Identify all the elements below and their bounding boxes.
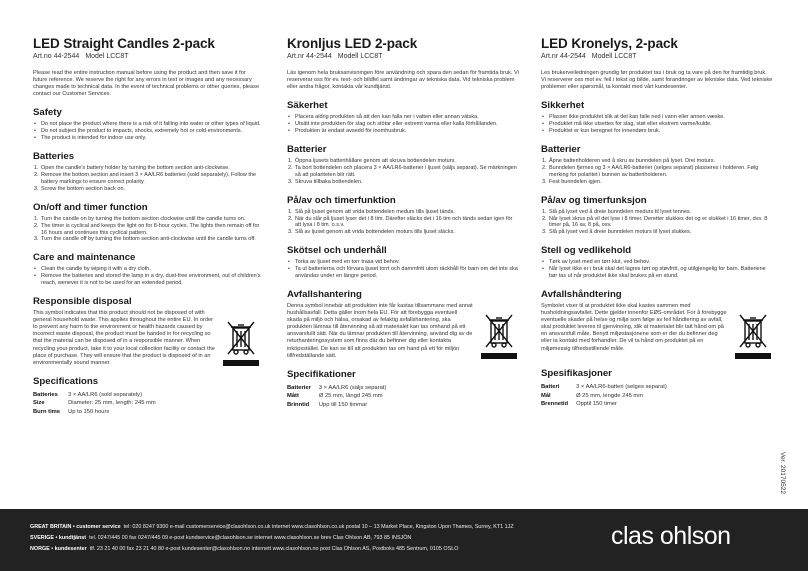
list-item: • Ta ut batterierna och förvara ljuset torrt och dammfritt utom räckhåll för barn om det inte ska användas under en längre period. bbox=[287, 266, 519, 280]
safety-heading: Safety bbox=[33, 107, 62, 119]
safety-heading: Säkerhet bbox=[287, 100, 328, 112]
article-info bbox=[541, 53, 773, 60]
list-item: 2. The timer is cyclical and keeps the light on for 8-hour cycles. The lights then remain off for 16 hours and continues this cyclical pattern. bbox=[34, 222, 260, 236]
list-item: 3. Turn the candle off by turning the bottom section anti-clockwise until the candle turns off. bbox=[34, 236, 256, 243]
list-item: 2. När du slår på ljuset lyser det i 8 tim. Därefter släcks det i 16 tim och tänds sedan igen för att lysa i 8 tim. o.s.v. bbox=[288, 215, 513, 229]
model-number: Model LCC8T bbox=[85, 53, 129, 60]
spec-table bbox=[541, 383, 667, 409]
disposal-section bbox=[287, 303, 519, 360]
list-item: • The product is intended for indoor use only. bbox=[33, 135, 261, 142]
care-heading: Stell og vedlikehold bbox=[541, 245, 632, 257]
model-number: Modell LCC8T bbox=[591, 53, 637, 60]
list-item: • Utsätt inte produkten för slag och stötar eller extremt varma eller kalla förhållanden. bbox=[287, 121, 519, 128]
batteries-heading: Batteries bbox=[33, 151, 75, 163]
list-item: 2. Bunndelen fjernes og 3 × AA/LR6-batterier (selges separat) plasseres i holderen. Følg merking for polaritet i bunnen av batteriholderen. bbox=[542, 164, 759, 178]
column-swedish bbox=[287, 36, 519, 410]
safety-list bbox=[33, 121, 261, 142]
batteries-list bbox=[33, 165, 261, 193]
list-item: 1. Open the candle's battery holder by turning the bottom section anti-clockwise. bbox=[34, 165, 230, 172]
list-item: • Når lyset ikke er i bruk skal det lagres tørt og støvfritt, og utilgjengelig for barn. Batteriene bør tas ut når produktet ikke skal brukes på en stund. bbox=[541, 266, 773, 280]
care-heading: Skötsel och underhåll bbox=[287, 245, 387, 257]
article-number: Art.nr 44-2544 bbox=[287, 53, 332, 60]
list-item: • Do not place the product where there is a risk of it falling into water or other types of liquid. bbox=[33, 121, 261, 128]
list-item: • Clean the candle by wiping it with a dry cloth. bbox=[33, 266, 261, 273]
list-item: 3. Slå på lyset ved å dreie bunndelen moturs til lyset slukkes. bbox=[542, 229, 692, 236]
batteries-heading: Batterier bbox=[287, 144, 327, 155]
weee-bin-icon bbox=[733, 313, 773, 359]
disposal-text: This symbol indicates that this product should not be disposed of with general household waste. This applies throughout the entire EU. In order to prevent any harm to the environment or health hazards caused by incorrect waste disposal, the product must be handed in for recycling so that the material can be disposed of in a responsible manner. When recycling your product, take it to your local collection facility or contact the place of purchase. They will ensure that the product is disposed of in an environmentally sound manner. bbox=[33, 310, 215, 366]
timer-list bbox=[287, 209, 519, 237]
table-row: Batteri 3 × AA/LR6-batteri (selges separat) bbox=[541, 383, 667, 390]
safety-list bbox=[287, 114, 519, 135]
table-row: Batteries 3 × AA/LR6 (sold separately) bbox=[33, 391, 143, 398]
table-row: Batterier 3 × AA/LR6 (säljs separat) bbox=[287, 384, 387, 391]
spec-heading: Specifications bbox=[33, 375, 99, 387]
spec-heading: Specifikationer bbox=[287, 368, 356, 380]
article-number: Art.no 44-2544 bbox=[33, 53, 80, 60]
spec-heading: Spesifikasjoner bbox=[541, 367, 612, 379]
footer-row-se: SVERIGE • kundtjänst tel. 0247/445 00 fax 0247/445 09 e-post kundservice@clasohlson.se internet www.clasohlson.se brev Clas Ohlson AB, 793 85 INSJÖN bbox=[30, 535, 412, 541]
column-norwegian bbox=[541, 36, 773, 409]
disposal-section bbox=[541, 303, 773, 359]
footer-row-no: NORGE • kundesenter tlf. 23 21 40 00 fax 23 21 40 80 e-post kundesenter@clasohlson.no internett www.clasohlson.no post Clas Ohlson AS, Postboks 485 Sentrum, 0105 OSLO bbox=[30, 546, 459, 552]
list-item: • Tørk av lyset med en tørr klut, ved behov. bbox=[541, 259, 773, 266]
list-item: • Produkten är endast avsedd för inomhusbruk. bbox=[287, 128, 519, 135]
article-number: Art.nr 44-2544 bbox=[541, 53, 586, 60]
batteries-heading: Batterier bbox=[541, 144, 581, 155]
spec-table bbox=[33, 391, 156, 417]
disposal-text: Denna symbol innebär att produkten inte får kastas tillsammans med annat hushållsavfall. Detta gäller inom hela EU. För att förebygga eventuell skada på miljö och hälsa, orsakad av felaktig avfallshantering, ska produkten lämnas till återvinning så att materialet kan tas omhand på ett ansvarsfullt sätt. När du lämnar produkten till återvinning, använd dig av de returhanteringssystem som finns där du befinner dig eller kontakta inköpsstället. De kan se till att produkten tas om hand på ett för miljön tillfredställande sätt. bbox=[287, 302, 473, 359]
footer bbox=[0, 509, 808, 571]
disposal-heading: Responsible disposal bbox=[33, 296, 132, 308]
intro-text: Please read the entire instruction manual before using the product and then save it for future reference. We reserve the right for any errors in text or images and any necessary changes made to technical data. In the event of technical problems or other queries, please contact our Customer Services. bbox=[33, 70, 260, 98]
disposal-heading: Avfallshantering bbox=[287, 288, 362, 300]
disposal-heading: Avfallshåndtering bbox=[541, 288, 622, 300]
care-list bbox=[287, 259, 519, 280]
list-item: • Remove the batteries and stored the lamp in a dry, dust-free environment, out of children's reach, wenever it is not to be used for an extended period. bbox=[33, 273, 261, 287]
timer-list bbox=[541, 209, 773, 237]
table-row: Mål Ø 25 mm, lengde 245 mm bbox=[541, 392, 644, 399]
timer-heading: På/av och timerfunktion bbox=[287, 194, 396, 206]
page-title: LED Straight Candles 2-pack bbox=[33, 36, 215, 51]
list-item: 3. Screw the bottom section back on. bbox=[34, 185, 126, 192]
table-row: Brenneti‌d Opptil 150 timer bbox=[541, 401, 617, 408]
page-title: Kronljus LED 2-pack bbox=[287, 36, 418, 51]
table-row: Mått Ø 25 mm, längd 245 mm bbox=[287, 393, 383, 400]
disposal-text: Symbolet viser til at produktet ikke skal kastes sammen med husholdningsavfallet. Dette gjelder innenfor EØS-området. For å forebygge eventuelle skader på helse og miljø som følge av feil håndtering av avfall, skal produktet leveres til gjenvinning, slik at materialet blir tatt hånd om på en ansvarsfull måte. Benytt miljøstasjonene som er der du befinner deg eller ta kontakt med forhandler. De vil ta hånd om produktet på en miljømessig tilfredsstillende måte. bbox=[541, 302, 727, 352]
version-label: Ver. 20170522 bbox=[779, 452, 786, 494]
list-item: 3. Slå av ljuset genom att vrida bottendelen moturs tills ljuset släcks. bbox=[288, 229, 455, 236]
intro-text: Les brukerveiledningen grundig før produktet tas i bruk og ta vare på den for framtidig bruk. Vi reserverer oss mot ev. feil i tekst og bilde, samt forandringer av tekniske data. Ved tekniske problemer eller spørsmål, ta kontakt med vårt kundesenter. bbox=[541, 70, 773, 91]
article-info bbox=[33, 53, 261, 60]
list-item: 1. Slå på lyset ved å dreie bunndelen medurs til lyset tennes. bbox=[542, 208, 692, 215]
list-item: • Do not subject the product to impacts, shocks, extremely hot or cold environments. bbox=[33, 128, 261, 135]
list-item: 1. Turn the candle on by turning the bottom section clockwise until the candle turns on. bbox=[34, 215, 246, 222]
table-row: Size Diameter: 25 mm, length: 245 mm bbox=[33, 400, 156, 407]
weee-bin-icon bbox=[479, 313, 519, 360]
footer-row-uk: GREAT BRITAIN • customer service tel: 020 8247 9300 e-mail customerservice@clasohlson.co.uk internet www.clasohlson.co.uk postal 10 – 13 Market Place, Kingston Upon Thames, Surrey, KT1 1JZ bbox=[30, 524, 514, 530]
brand-logo: clas ohlson bbox=[611, 522, 731, 550]
article-info bbox=[287, 53, 519, 60]
list-item: • Plasser ikke produktet slik at det kan falle ned i vann eller annen væske. bbox=[541, 114, 773, 121]
disposal-section bbox=[33, 310, 261, 367]
timer-heading: On/off and timer function bbox=[33, 201, 148, 213]
timer-heading: På/av og timerfunksjon bbox=[541, 194, 647, 206]
batteries-list bbox=[541, 158, 773, 186]
table-row: Burn time Up to 150 hours bbox=[33, 409, 110, 415]
table-row: Brinntid Upp till 150 timmar bbox=[287, 401, 368, 408]
list-item: 3. Fest bunndelen igjen. bbox=[542, 178, 602, 185]
weee-bin-icon bbox=[221, 320, 261, 367]
model-number: Modell LCC8T bbox=[337, 53, 383, 60]
spec-table bbox=[287, 384, 386, 410]
list-item: 3. Skruva tillbaka bottendelen. bbox=[288, 178, 363, 185]
column-english bbox=[33, 36, 261, 417]
list-item: 2. Når lyset skrus på vil det lyse i 8 timer. Deretter slukkes det og er slukket i 16 timer, dvs. 8 timer på, 16 av, 8 på, osv. bbox=[542, 215, 768, 229]
care-heading: Care and maintenance bbox=[33, 252, 136, 264]
intro-text: Läs igenom hela bruksanvisningen före användning och spara den sedan för framtida bruk. Vi reserverar oss för ev. text- och bildfel samt ändringar av tekniska data. Vid tekniska problem eller andra frågor, kontakta vår kundtjänst. bbox=[287, 70, 519, 91]
care-list bbox=[541, 259, 773, 280]
page-title: LED Kronelys, 2-pack bbox=[541, 36, 678, 51]
safety-list bbox=[541, 114, 773, 135]
list-item: 1. Öppna ljusets batterihållare genom att skruva bottendelen moturs. bbox=[288, 158, 456, 164]
care-list bbox=[33, 266, 261, 287]
timer-list bbox=[33, 216, 261, 244]
list-item: 1. Åpne batteriholderen ved å skru av bunndelen på lyset. Drei moturs. bbox=[542, 158, 716, 164]
list-item: 2. Remove the bottom section and insert 3 × AA/LR6 batteries (sold separately). Follow the battery markings to ensure correct polarity. bbox=[34, 172, 257, 185]
list-item: • Placera aldrig produkten så att den kan falla ner i vatten eller annan vätska. bbox=[287, 114, 519, 121]
list-item: 2. Ta bort bottendelen och placera 3 × AA/LR6-batterier i ljuset (säljs separat). Se märkningen så att polariteten blir rätt. bbox=[288, 164, 517, 178]
safety-heading: Sikkerhet bbox=[541, 100, 585, 112]
list-item: • Produktet er kun beregnet for innendørs bruk. bbox=[541, 128, 773, 135]
list-item: • Torka av ljuset med en torr trasa vid behov. bbox=[287, 259, 519, 266]
list-item: • Produktet må ikke utsettes for slag, støt eller ekstrem varme/kulde. bbox=[541, 121, 773, 128]
list-item: 1. Slå på ljuset genom att vrida bottendelen medurs tills ljuset tänds. bbox=[288, 208, 455, 215]
batteries-list bbox=[287, 158, 519, 186]
